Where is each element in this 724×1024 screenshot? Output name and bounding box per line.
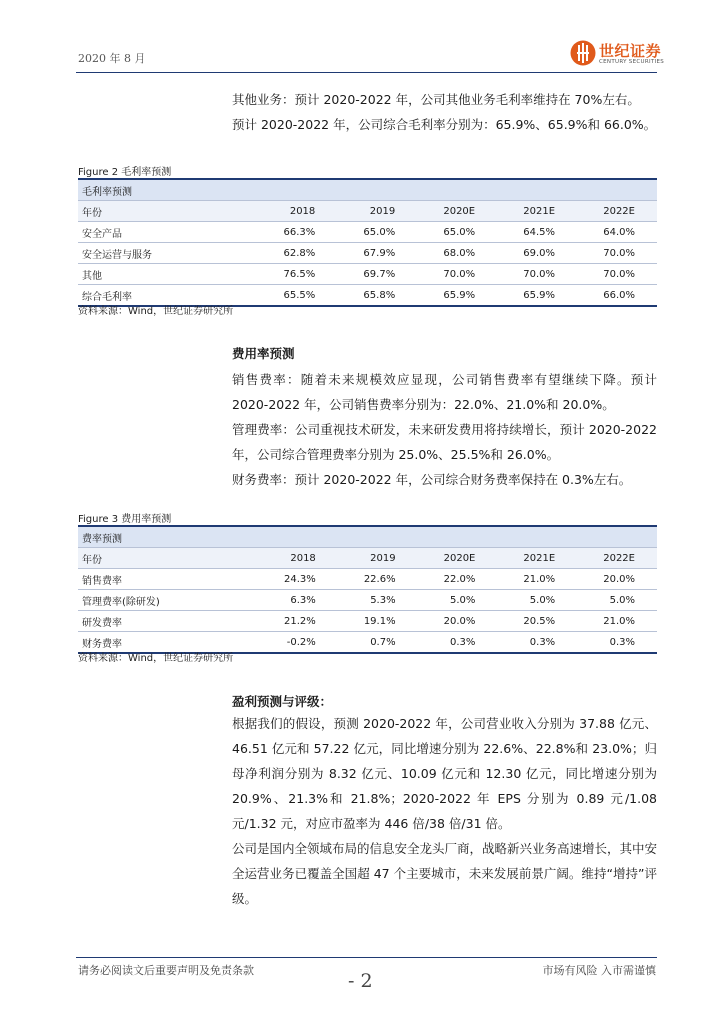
year-header: 2022E bbox=[577, 201, 657, 222]
cell: 76.5% bbox=[257, 264, 337, 285]
year-label: 年份 bbox=[78, 201, 257, 222]
table-row bbox=[78, 569, 657, 590]
expense-p3: 财务费率：预计 2020-2022 年，公司综合财务费率保持在 0.3%左右。 bbox=[232, 472, 632, 487]
year-header: 2019 bbox=[337, 201, 417, 222]
cell: 65.5% bbox=[257, 285, 337, 307]
cell: 20.0% bbox=[418, 611, 498, 632]
cell: 19.1% bbox=[338, 611, 418, 632]
year-header: 2019 bbox=[338, 548, 418, 569]
cell: 20.0% bbox=[577, 569, 657, 590]
table-row bbox=[78, 243, 657, 264]
cell: 21.0% bbox=[497, 569, 577, 590]
cell: 5.0% bbox=[577, 590, 657, 611]
cell: 69.7% bbox=[337, 264, 417, 285]
cell: 67.9% bbox=[337, 243, 417, 264]
company-logo bbox=[570, 38, 665, 72]
cell: 5.0% bbox=[418, 590, 498, 611]
cell: 70.0% bbox=[577, 243, 657, 264]
row-label: 其他 bbox=[78, 264, 257, 285]
year-header: 2020E bbox=[417, 201, 497, 222]
cell: 65.0% bbox=[417, 222, 497, 243]
table-title: 毛利率预测 bbox=[78, 179, 657, 201]
cell: 64.5% bbox=[497, 222, 577, 243]
table-row bbox=[78, 264, 657, 285]
cell: 66.0% bbox=[577, 285, 657, 307]
expense-heading: 费用率预测 bbox=[232, 346, 295, 361]
row-label: 安全运营与服务 bbox=[78, 243, 257, 264]
page-number: - 2 bbox=[348, 970, 373, 992]
figure3-caption: Figure 3 费用率预测 bbox=[78, 514, 172, 525]
cell: 6.3% bbox=[258, 590, 338, 611]
cell: 66.3% bbox=[257, 222, 337, 243]
expense-p2: 管理费率：公司重视技术研发，未来研发费用将持续增长，预计 2020-2022 年，公司综合管理费率分别为 25.0%、25.5%和 26.0%。 bbox=[232, 422, 657, 462]
cell: -0.2% bbox=[258, 632, 338, 654]
row-label: 研发费率 bbox=[78, 611, 258, 632]
cell: 69.0% bbox=[497, 243, 577, 264]
figure2-source: 资料来源：Wind，世纪证券研究所 bbox=[78, 306, 234, 317]
intro-line-1: 其他业务：预计 2020-2022 年，公司其他业务毛利率维持在 70%左右。 bbox=[232, 92, 640, 107]
expense-p1: 销售费率：随着未来规模效应显现，公司销售费率有望继续下降。预计 2020-2022 年，公司销售费率分别为：22.0%、21.0%和 20.0%。 bbox=[232, 372, 657, 412]
table-title: 费率预测 bbox=[78, 526, 657, 548]
logo-en-text: CENTURY SECURITIES bbox=[599, 59, 665, 65]
cell: 5.0% bbox=[497, 590, 577, 611]
year-label: 年份 bbox=[78, 548, 258, 569]
cell: 21.2% bbox=[258, 611, 338, 632]
intro-line-2: 预计 2020-2022 年，公司综合毛利率分别为：65.9%、65.9%和 66.0%。 bbox=[232, 117, 657, 132]
cell: 22.6% bbox=[338, 569, 418, 590]
footer-rule bbox=[76, 957, 657, 958]
logo-cn-text: 世纪证券 bbox=[599, 42, 662, 60]
cell: 20.5% bbox=[497, 611, 577, 632]
cell: 24.3% bbox=[258, 569, 338, 590]
cell: 21.0% bbox=[577, 611, 657, 632]
cell: 0.3% bbox=[497, 632, 577, 654]
header-rule bbox=[76, 72, 657, 73]
row-label: 财务费率 bbox=[78, 632, 258, 654]
cell: 5.3% bbox=[338, 590, 418, 611]
cell: 0.3% bbox=[418, 632, 498, 654]
cell: 65.9% bbox=[497, 285, 577, 307]
cell: 65.9% bbox=[417, 285, 497, 307]
century-logo-icon bbox=[570, 38, 596, 68]
year-header: 2018 bbox=[257, 201, 337, 222]
rating-p1: 根据我们的假设，预测 2020-2022 年，公司营业收入分别为 37.88 亿元、46.51 亿元和 57.22 亿元，同比增速分别为 22.6%、22.8%和 23.0%；归母净利润分别为 8.32 亿元、10.09 亿元和 12.30 亿元，同比增速分别为 20.9%、21.3%和 21.8%；2020-2022 年 EPS 分别为 0.89 元/1.08 元/1.32 元，对应市盈率为 446 倍/38 倍/31 倍。 bbox=[232, 716, 657, 831]
cell: 65.0% bbox=[337, 222, 417, 243]
cell: 70.0% bbox=[577, 264, 657, 285]
cell: 65.8% bbox=[337, 285, 417, 307]
cell: 64.0% bbox=[577, 222, 657, 243]
year-header: 2021E bbox=[497, 201, 577, 222]
figure3-source: 资料来源：Wind，世纪证券研究所 bbox=[78, 653, 234, 664]
row-label: 综合毛利率 bbox=[78, 285, 257, 307]
figure2-caption: Figure 2 毛利率预测 bbox=[78, 167, 172, 178]
disclaimer-note: 请务必阅读文后重要声明及免责条款 bbox=[78, 964, 254, 977]
table-row bbox=[78, 590, 657, 611]
cell: 62.8% bbox=[257, 243, 337, 264]
year-header: 2022E bbox=[577, 548, 657, 569]
rating-heading: 盈利预测与评级： bbox=[232, 694, 333, 709]
cell: 0.7% bbox=[338, 632, 418, 654]
table-row bbox=[78, 222, 657, 243]
table-row bbox=[78, 611, 657, 632]
report-date: 2020 年 8 月 bbox=[78, 52, 146, 65]
row-label: 销售费率 bbox=[78, 569, 258, 590]
row-label: 安全产品 bbox=[78, 222, 257, 243]
cell: 68.0% bbox=[417, 243, 497, 264]
gross-margin-table bbox=[78, 178, 657, 307]
year-header: 2018 bbox=[258, 548, 338, 569]
row-label: 管理费率(除研发) bbox=[78, 590, 258, 611]
cell: 70.0% bbox=[417, 264, 497, 285]
rating-p2: 公司是国内全领域布局的信息安全龙头厂商，战略新兴业务高速增长，其中安全运营业务已覆盖全国超 47 个主要城市，未来发展前景广阔。维持“增持”评级。 bbox=[232, 841, 658, 906]
cell: 22.0% bbox=[418, 569, 498, 590]
year-header: 2021E bbox=[497, 548, 577, 569]
cell: 70.0% bbox=[497, 264, 577, 285]
risk-warning: 市场有风险 入市需谨慎 bbox=[542, 964, 656, 977]
cell: 0.3% bbox=[577, 632, 657, 654]
year-header: 2020E bbox=[418, 548, 498, 569]
expense-ratio-table bbox=[78, 525, 657, 654]
